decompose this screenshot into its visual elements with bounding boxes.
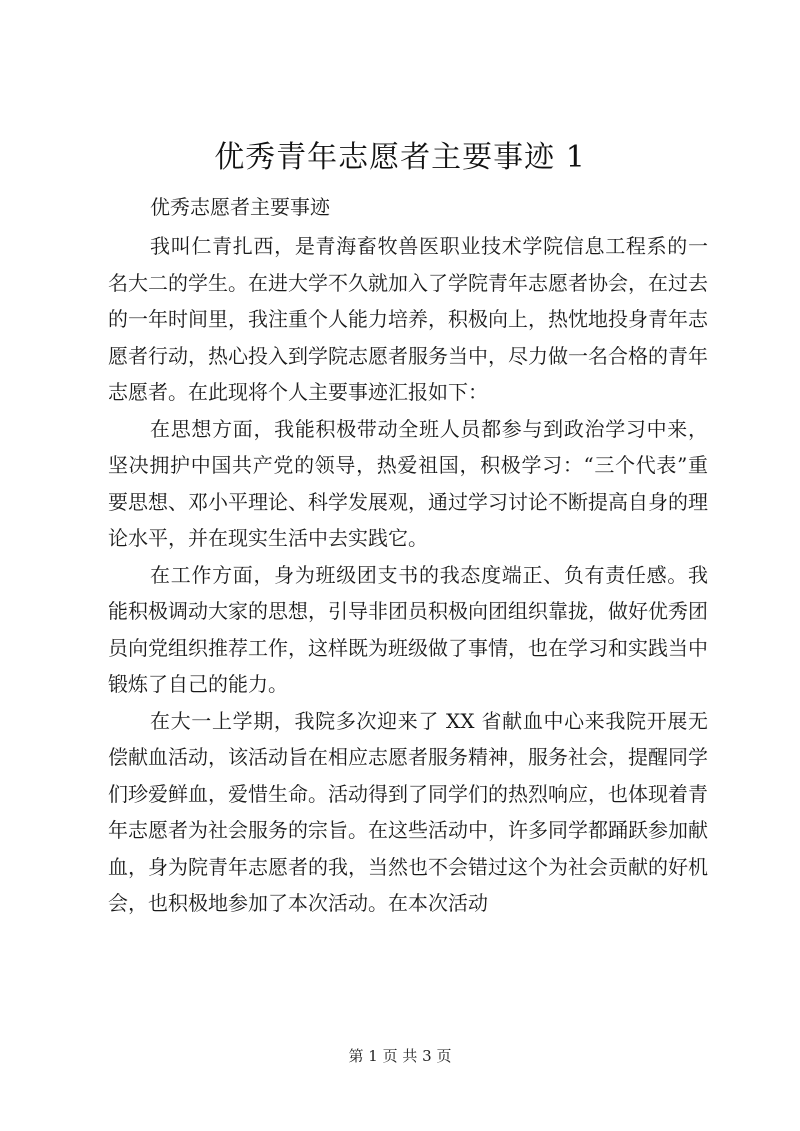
document-body <box>108 228 708 922</box>
document-subtitle: 优秀志愿者主要事迹 <box>150 195 330 219</box>
paragraph-work: 在工作方面，身为班级团支书的我态度端正、负有责任感。我能积极调动大家的思想，引导非团员积极向团组织靠拢，做好优秀团员向党组织推荐工作，这样既为班级做了事情，也在学习和实践当中锻炼了自己的能力。 <box>108 562 708 696</box>
paragraph-intro: 我叫仁青扎西，是青海畜牧兽医职业技术学院信息工程系的一名大二的学生。在进大学不久就加入了学院青年志愿者协会，在过去的一年时间里，我注重个人能力培养，积极向上，热忱地投身青年志愿者行动，热心投入到学院志愿者服务当中，尽力做一名合格的青年志愿者。在此现将个人主要事迹汇报如下： <box>108 234 708 404</box>
paragraph-thought: 在思想方面，我能积极带动全班人员都参与到政治学习中来，坚决拥护中国共产党的领导，热爱祖国，积极学习：“三个代表”重要思想、邓小平理论、科学发展观，通过学习讨论不断提高自身的理论水平，并在现实生活中去实践它。 <box>108 416 708 550</box>
page-footer: 第 1 页 共 3 页 <box>348 1047 452 1065</box>
paragraph-blood-donation: 在大一上学期，我院多次迎来了 XX 省献血中心来我院开展无偿献血活动，该活动旨在相应志愿者服务精神，服务社会，提醒同学们珍爱鲜血，爱惜生命。活动得到了同学们的热烈响应，也体现着青年志愿者为社会服务的宗旨。在这些活动中，许多同学都踊跃参加献血，身为院青年志愿者的我，当然也不会错过这个为社会贡献的好机会，也积极地参加了本次活动。在本次活动 <box>108 708 708 915</box>
document-title: 优秀青年志愿者主要事迹 1 <box>214 140 586 175</box>
